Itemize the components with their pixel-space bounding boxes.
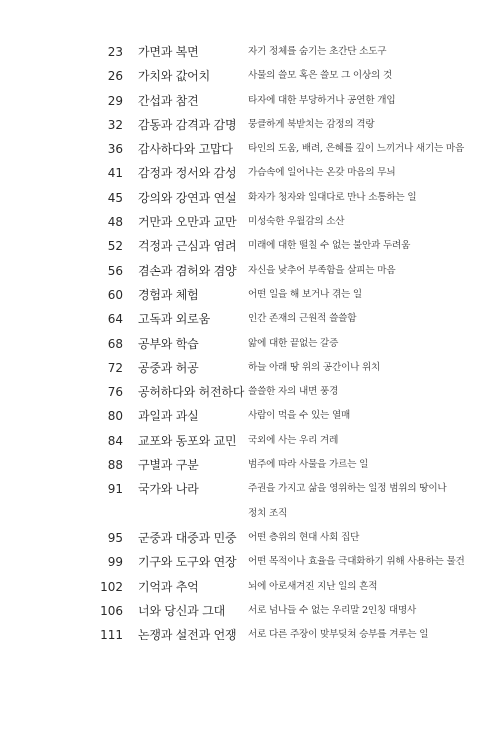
entry-title: 감정과 정서와 감성 <box>138 166 237 181</box>
page-number: 64 <box>107 312 123 327</box>
toc-entry <box>0 526 500 550</box>
page-number: 45 <box>107 190 123 205</box>
toc-entry <box>0 186 500 210</box>
entry-description: 사람이 먹을 수 있는 열매 <box>248 410 351 422</box>
entry-title: 경험과 체험 <box>138 287 199 302</box>
toc-entry <box>0 307 500 331</box>
toc-entry <box>0 404 500 428</box>
entry-description: 미래에 대한 떨칠 수 없는 불안과 두려움 <box>248 240 411 252</box>
entry-title: 너와 당신과 그대 <box>138 603 225 618</box>
entry-description: 주권을 가지고 삶을 영위하는 일정 범위의 땅이나 <box>248 483 447 495</box>
entry-title: 걱정과 근심과 염려 <box>138 239 237 254</box>
page-number: 72 <box>107 360 123 375</box>
page-number: 32 <box>107 117 123 132</box>
page-number: 68 <box>107 336 123 351</box>
entry-description: 미성숙한 우월감의 소산 <box>248 216 345 228</box>
entry-title: 겸손과 겸허와 겸양 <box>138 263 237 278</box>
toc-entry <box>0 283 500 307</box>
toc-entry <box>0 137 500 161</box>
page-number: 99 <box>107 555 123 570</box>
entry-description: 어떤 일을 해 보거나 겪는 일 <box>248 288 362 300</box>
entry-title: 가면과 복면 <box>138 45 199 59</box>
toc-entry <box>0 550 500 574</box>
page-number: 48 <box>107 215 123 230</box>
entry-title: 기억과 추억 <box>138 579 199 594</box>
entry-description: 범주에 따라 사물을 가르는 일 <box>248 459 369 471</box>
entry-description: 하늘 아래 땅 위의 공간이나 위치 <box>248 361 381 373</box>
toc-entry <box>0 429 500 453</box>
entry-description: 뇌에 아로새겨진 지난 일의 흔적 <box>248 580 378 592</box>
entry-description: 어떤 층위의 현대 사회 집단 <box>248 531 360 543</box>
page-number: 106 <box>100 603 123 618</box>
toc-entry <box>0 64 500 88</box>
entry-title: 교포와 동포와 교민 <box>138 433 237 448</box>
toc-entry <box>0 356 500 380</box>
entry-title: 군중과 대중과 민중 <box>138 530 237 545</box>
entry-title: 공부와 학습 <box>138 336 199 351</box>
entry-title: 기구와 도구와 연장 <box>138 555 237 570</box>
entry-description: 서로 다른 주장이 맞부딪쳐 승부를 겨루는 일 <box>248 629 429 641</box>
toc-entry <box>0 453 500 477</box>
entry-title: 구별과 구분 <box>138 458 199 473</box>
entry-title: 감사하다와 고맙다 <box>138 142 233 157</box>
entry-description: 가슴속에 일어나는 온갖 마음의 무늬 <box>248 167 396 179</box>
page-number: 95 <box>107 530 123 545</box>
page-number: 41 <box>107 166 123 181</box>
page-number: 88 <box>107 458 123 473</box>
entry-title: 공허하다와 허전하다 <box>138 385 245 400</box>
page-number: 36 <box>107 142 123 157</box>
page-number: 102 <box>100 579 123 594</box>
entry-title: 간섭과 참견 <box>138 93 199 108</box>
page-number: 80 <box>107 409 123 424</box>
entry-description: 타인의 도움, 배려, 은혜를 깊이 느끼거나 새기는 마음 <box>248 143 465 155</box>
toc-entry <box>0 234 500 258</box>
entry-title: 강의와 강연과 연설 <box>138 190 237 205</box>
entry-title: 감동과 감격과 감명 <box>138 117 237 132</box>
toc-entry <box>0 623 500 647</box>
page-number: 84 <box>107 433 123 448</box>
entry-title: 가치와 값어치 <box>138 69 210 84</box>
entry-description: 앎에 대한 끝없는 갈증 <box>248 337 339 349</box>
page-number: 56 <box>107 263 123 278</box>
toc-entry <box>0 40 500 64</box>
toc-entry <box>0 599 500 623</box>
page-number: 26 <box>107 69 123 84</box>
entry-description: 뭉클하게 북받치는 감정의 격랑 <box>248 118 375 130</box>
toc-entry <box>0 259 500 283</box>
entry-description: 어떤 목적이나 효율을 극대화하기 위해 사용하는 물건 <box>248 556 465 568</box>
toc-entry <box>0 113 500 137</box>
table-of-contents <box>0 40 500 647</box>
page-number: 23 <box>107 45 123 59</box>
toc-entry <box>0 575 500 599</box>
entry-description: 쓸쓸한 자의 내면 풍경 <box>248 386 339 398</box>
toc-entry <box>0 332 500 356</box>
entry-description: 자기 정체를 숨기는 초간단 소도구 <box>248 46 387 57</box>
toc-entry <box>0 89 500 113</box>
entry-title: 공중과 허공 <box>138 360 199 375</box>
page-number: 111 <box>100 628 123 643</box>
toc-entry <box>0 161 500 185</box>
entry-description: 타자에 대한 부당하거나 공연한 개입 <box>248 94 396 106</box>
page-number: 91 <box>107 482 123 497</box>
entry-description: 서로 넘나들 수 없는 우리말 2인칭 대명사 <box>248 604 417 616</box>
toc-entry <box>0 380 500 404</box>
toc-entry <box>0 502 500 526</box>
entry-title: 거만과 오만과 교만 <box>138 215 237 230</box>
entry-title: 논쟁과 설전과 언쟁 <box>138 628 237 643</box>
toc-entry <box>0 210 500 234</box>
entry-title: 국가와 나라 <box>138 482 199 497</box>
page-number: 60 <box>107 287 123 302</box>
page-number: 76 <box>107 385 123 400</box>
page-number: 29 <box>107 93 123 108</box>
entry-description: 화자가 청자와 일대다로 만나 소통하는 일 <box>248 191 417 203</box>
entry-description: 인간 존재의 근원적 쓸쓸함 <box>248 313 357 325</box>
toc-entry <box>0 477 500 501</box>
entry-title: 과일과 과실 <box>138 409 199 424</box>
entry-description: 사물의 쓸모 혹은 쓸모 그 이상의 것 <box>248 70 393 82</box>
entry-description: 국외에 사는 우리 겨레 <box>248 434 339 446</box>
entry-description: 정치 조직 <box>248 507 288 519</box>
entry-title: 고독과 외로움 <box>138 312 210 327</box>
page-number: 52 <box>107 239 123 254</box>
entry-description: 자신을 낮추어 부족함을 살피는 마음 <box>248 264 396 276</box>
